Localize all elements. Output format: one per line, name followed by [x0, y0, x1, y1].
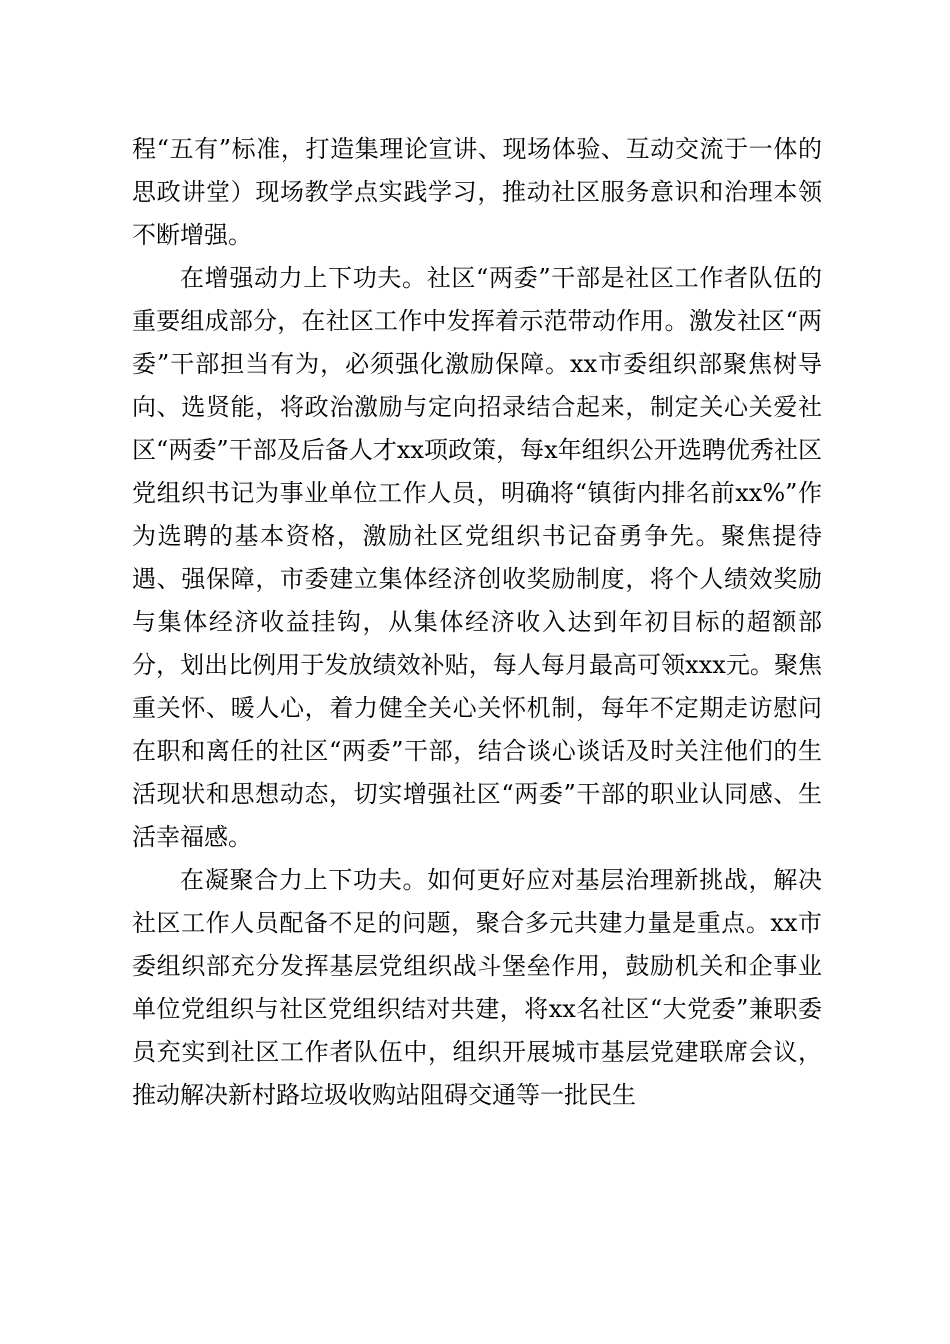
document-body [132, 128, 822, 1117]
paragraph-cohesion: 在凝聚合力上下功夫。如何更好应对基层治理新挑战，解决社区工作人员配备不足的问题，聚合多元共建力量是重点。xx市委组织部充分发挥基层党组织战斗堡垒作用，鼓励机关和企事业单位党组织与社区党组织结对共建，将xx名社区“大党委”兼职委员充实到社区工作者队伍中，组织开展城市基层党建联席会议，推动解决新村路垃圾收购站阻碍交通等一批民生 [132, 866, 822, 1109]
paragraph-continuation: 程“五有”标准，打造集理论宣讲、现场体验、互动交流于一体的思政讲堂）现场教学点实践学习，推动社区服务意识和治理本领不断增强。 [132, 135, 822, 249]
paragraph-incentive: 在增强动力上下功夫。社区“两委”干部是社区工作者队伍的重要组成部分，在社区工作中发挥着示范带动作用。激发社区“两委”干部担当有为，必须强化激励保障。xx市委组织部聚焦树导向、选贤能，将政治激励与定向招录结合起来，制定关心关爱社区“两委”干部及后备人才xx项政策，每x年组织公开选聘优秀社区党组织书记为事业单位工作人员，明确将“镇街内排名前xx%”作为选聘的基本资格，激励社区党组织书记奋勇争先。聚焦提待遇、强保障，市委建立集体经济创收奖励制度，将个人绩效奖励与集体经济收益挂钩，从集体经济收入达到年初目标的超额部分，划出比例用于发放绩效补贴，每人每月最高可领xxx元。聚焦重关怀、暖人心，着力健全关心关怀机制，每年不定期走访慰问在职和离任的社区“两委”干部，结合谈心谈话及时关注他们的生活现状和思想动态，切实增强社区“两委”干部的职业认同感、生活幸福感。 [132, 264, 822, 851]
